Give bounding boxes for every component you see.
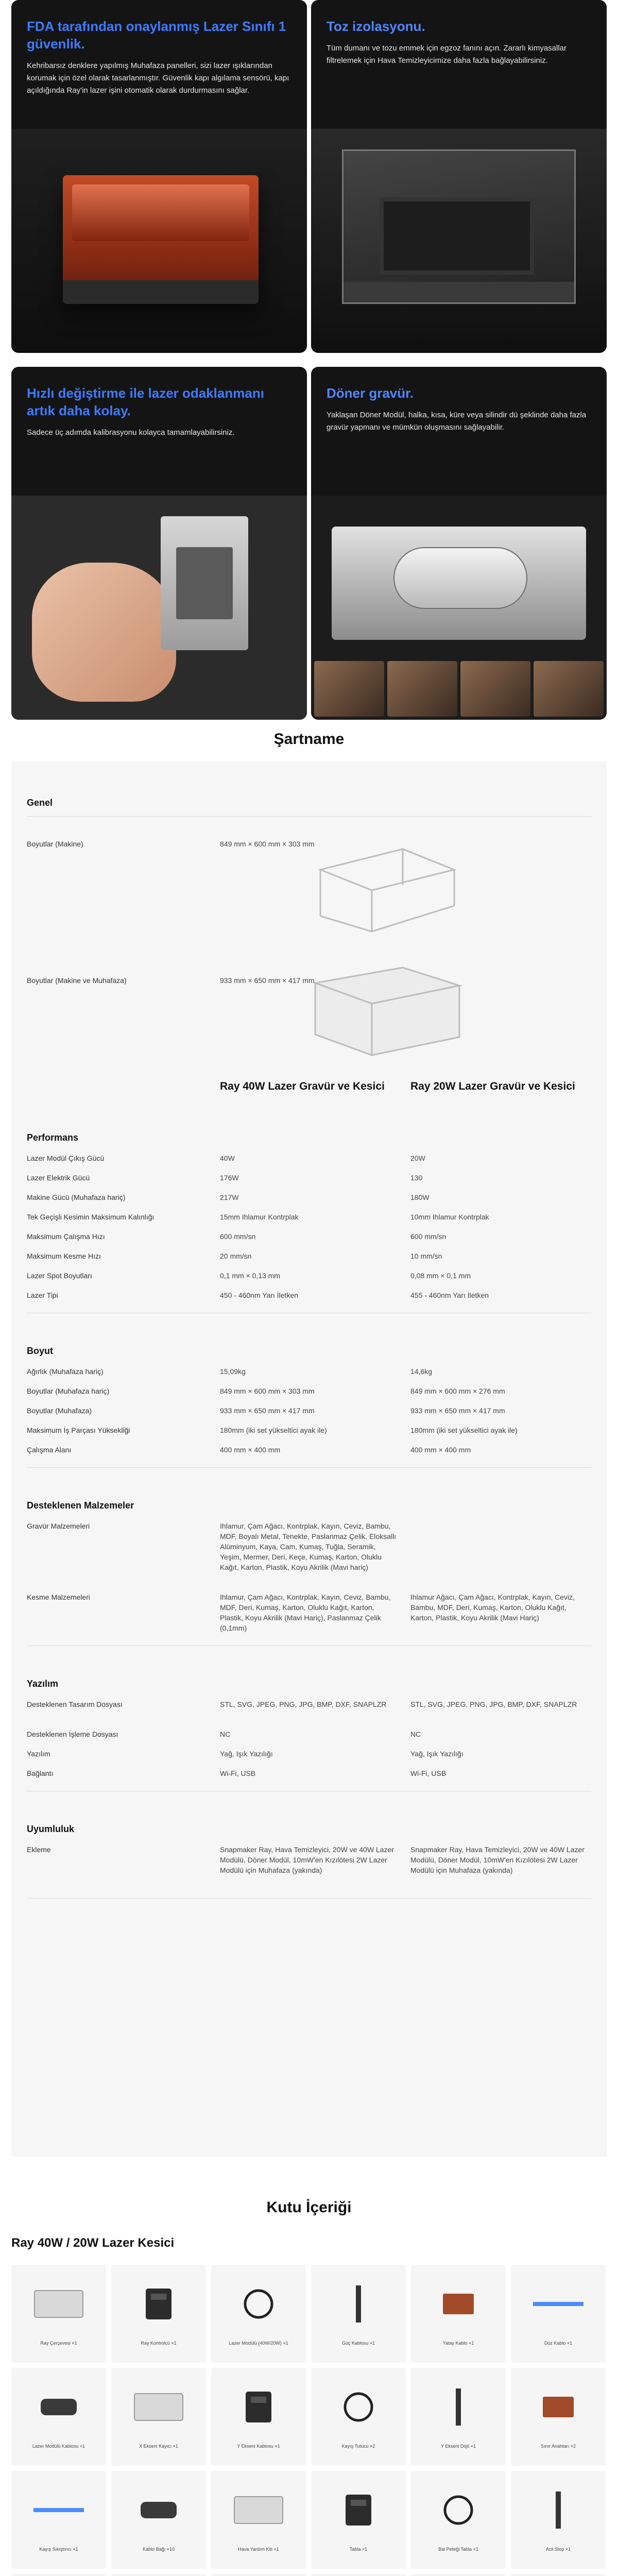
spec-value: 217W bbox=[220, 1193, 239, 1201]
box-item-image bbox=[527, 2278, 589, 2330]
spec-value: 40W bbox=[220, 1154, 235, 1162]
spec-value: Wi-Fi, USB bbox=[410, 1769, 447, 1777]
box-item-image bbox=[328, 2381, 389, 2433]
spec-value: 450 - 460nm Yarı İletken bbox=[220, 1291, 299, 1299]
box-item-label: Ray Çerçevesi ×1 bbox=[40, 2341, 77, 2346]
spec-value: STL, SVG, JPEG, PNG, JPG, BMP, DXF, SNAPLZR bbox=[220, 1700, 387, 1708]
feature-card-laser-safety bbox=[11, 0, 307, 353]
box-item bbox=[211, 2471, 306, 2569]
spec-label: Çalışma Alanı bbox=[27, 1446, 72, 1454]
spec-value: 10 mm/sn bbox=[410, 1252, 442, 1260]
box-item bbox=[411, 2471, 506, 2569]
spec-label: Yazılım bbox=[27, 1750, 50, 1758]
spec-value: 400 mm × 400 mm bbox=[410, 1446, 471, 1454]
spec-label: Boyutlar (Muhafaza) bbox=[27, 1406, 92, 1415]
box-item-image bbox=[527, 2484, 589, 2536]
box-item-image bbox=[427, 2381, 489, 2433]
spec-value: 20W bbox=[410, 1154, 425, 1162]
enclosure-drawing bbox=[300, 957, 470, 1060]
feature-card-quick-swap bbox=[11, 367, 307, 720]
box-item-image bbox=[28, 2278, 90, 2330]
box-item-label: Düz Kablo ×1 bbox=[544, 2341, 573, 2346]
enclosure-image bbox=[311, 129, 607, 353]
box-item bbox=[11, 2265, 106, 2363]
spec-value: Ihlamur, Çam Ağacı, Kontrplak, Kayın, Ceviz, Bambu, MDF, Deri, Kumaş, Karton, Oluklu Kağıt, Karton, Plastik, Koyu Akrilik (Mavi Hariç), Paslanmaz Çelik (0,1mm) bbox=[220, 1593, 391, 1632]
spec-value: 849 mm × 600 mm × 303 mm bbox=[220, 840, 315, 848]
spec-value: 933 mm × 650 mm × 417 mm bbox=[220, 976, 315, 985]
box-item bbox=[211, 2574, 306, 2576]
spec-col2-title: Ray 20W Lazer Gravür ve Kesici bbox=[410, 1080, 575, 1092]
spec-value: 0,1 mm × 0,13 mm bbox=[220, 1272, 281, 1280]
spec-heading-general: Genel bbox=[27, 798, 53, 808]
spec-value: 600 mm/sn bbox=[410, 1232, 447, 1241]
box-item-label: Hava Yardım Kiti ×1 bbox=[238, 2547, 279, 2552]
spec-label: Tek Geçişli Kesimin Maksimum Kalınlığı bbox=[27, 1213, 154, 1221]
spec-value: 933 mm × 650 mm × 417 mm bbox=[410, 1406, 505, 1415]
spec-value: 455 - 460nm Yarı İletken bbox=[410, 1291, 489, 1299]
box-item-label: Yatay Kablo ×1 bbox=[442, 2341, 474, 2346]
box-item-label: Y Ekseni Kablosu ×1 bbox=[237, 2444, 280, 2449]
box-item bbox=[11, 2574, 106, 2576]
box-item bbox=[411, 2574, 506, 2576]
spec-value: 176W bbox=[220, 1174, 239, 1182]
spec-value: 10mm Ihlamur Kontrplak bbox=[410, 1213, 489, 1221]
box-item-label: Lazer Modülü (40W/20W) ×1 bbox=[229, 2341, 288, 2346]
spec-value: 15,09kg bbox=[220, 1367, 246, 1376]
box-item-image bbox=[328, 2278, 389, 2330]
machine-frame-drawing bbox=[300, 839, 465, 942]
spec-label: Ekleme bbox=[27, 1845, 51, 1854]
box-item-image bbox=[28, 2381, 90, 2433]
spec-label: Lazer Modül Çıkış Gücü bbox=[27, 1154, 105, 1162]
box-item bbox=[111, 2471, 206, 2569]
spec-value: 180W bbox=[410, 1193, 430, 1201]
feature-title: Toz izolasyonu. bbox=[327, 19, 425, 34]
spec-value: NC bbox=[410, 1730, 421, 1738]
spec-value: 400 mm × 400 mm bbox=[220, 1446, 281, 1454]
spec-label: Bağlantı bbox=[27, 1769, 54, 1777]
spec-label: Desteklenen İşleme Dosyası bbox=[27, 1730, 118, 1738]
spec-value: Yağ, Işık Yazılığı bbox=[220, 1750, 273, 1758]
box-item bbox=[11, 2368, 106, 2466]
spec-heading: Uyumluluk bbox=[27, 1824, 75, 1834]
spec-title: Şartname bbox=[273, 731, 345, 748]
spec-value: 130 bbox=[410, 1174, 423, 1182]
feature-card-rotary bbox=[311, 367, 607, 720]
feature-body: Kehribarsız denklere yapılmış Muhafaza panelleri, sizi lazer ışıklarından korumak için özel olarak tasarlanmıştır. Güvenlik kapı algılama sensörü, kapı açıldığında Ray'in lazer işini otomatik olarak durdurmasını sağlar. bbox=[27, 61, 289, 95]
feature-title: Döner gravür. bbox=[327, 385, 414, 401]
module-swap-image bbox=[11, 496, 307, 720]
box-item-image bbox=[128, 2381, 190, 2433]
spec-label: Lazer Elektrik Gücü bbox=[27, 1174, 90, 1182]
box-item-image bbox=[427, 2484, 489, 2536]
feature-cards bbox=[0, 0, 618, 726]
box-item-label: Lazer Modülü Kablosu ×1 bbox=[32, 2444, 85, 2449]
box-item bbox=[111, 2574, 206, 2576]
box-item-label: Ray Kontrolcü ×1 bbox=[141, 2341, 177, 2346]
box-item-label: Kablo Bağı ×10 bbox=[143, 2547, 175, 2552]
spec-value: Snapmaker Ray, Hava Temizleyici, 20W ve 40W Lazer Modülü, Döner Modül, 10mW'en Kızılötesi 2W Lazer Modülü için Muhafaza (yakında) bbox=[410, 1845, 585, 1874]
box-item-label: Kayış Sıkıştırıcı ×1 bbox=[39, 2547, 78, 2552]
box-item-label: Bal Peteği Tabla ×1 bbox=[438, 2547, 478, 2552]
spec-heading: Performans bbox=[27, 1132, 79, 1143]
spec-label: Maksimum İş Parçası Yüksekliği bbox=[27, 1426, 130, 1434]
box-group-title: Ray 40W / 20W Lazer Kesici bbox=[11, 2236, 175, 2250]
box-item bbox=[11, 2471, 106, 2569]
spec-label: Kesme Malzemeleri bbox=[27, 1593, 90, 1601]
feature-body: Sadece üç adımda kalibrasyonu kolayca tamamlayabilirsiniz. bbox=[27, 428, 235, 437]
spec-value: 180mm (iki set yükseltici ayak ile) bbox=[410, 1426, 518, 1434]
spec-value: 180mm (iki set yükseltici ayak ile) bbox=[220, 1426, 327, 1434]
feature-body: Tüm dumanı ve tozu emmek için egzoz fanını açın. Zararlı kimyasallar filtrelemek için Hava Temizleyicimize daha fazla bağlayabilirsiniz. bbox=[327, 44, 567, 65]
box-item-label: Güç Kablosu ×1 bbox=[341, 2341, 375, 2346]
spec-label: Maksimum Çalışma Hızı bbox=[27, 1232, 105, 1241]
spec-label: Desteklenen Tasarım Dosyası bbox=[27, 1700, 123, 1708]
box-item bbox=[311, 2471, 406, 2569]
box-item-image bbox=[128, 2278, 190, 2330]
spec-label: Boyutlar (Makine ve Muhafaza) bbox=[27, 976, 127, 985]
spec-value: 849 mm × 600 mm × 276 mm bbox=[410, 1387, 505, 1395]
spec-value: 15mm Ihlamur Kontrplak bbox=[220, 1213, 299, 1221]
spec-label: Boyutlar (Makine) bbox=[27, 840, 83, 848]
spec-panel bbox=[11, 761, 607, 2157]
box-item-image bbox=[228, 2381, 289, 2433]
spec-heading: Desteklenen Malzemeler bbox=[27, 1500, 134, 1511]
box-item bbox=[511, 2574, 606, 2576]
box-item bbox=[511, 2368, 606, 2466]
box-item-label: Tabla ×1 bbox=[349, 2547, 368, 2552]
box-item-image bbox=[228, 2278, 289, 2330]
box-item bbox=[311, 2265, 406, 2363]
box-title: Kutu İçeriği bbox=[266, 2199, 352, 2216]
spec-label: Boyutlar (Muhafaza hariç) bbox=[27, 1387, 110, 1395]
box-item-label: Y Ekseni Dişli ×1 bbox=[441, 2444, 476, 2449]
box-item-image bbox=[527, 2381, 589, 2433]
box-item-image bbox=[128, 2484, 190, 2536]
spec-heading: Boyut bbox=[27, 1346, 53, 1356]
box-item-image bbox=[427, 2278, 489, 2330]
spec-value: 849 mm × 600 mm × 303 mm bbox=[220, 1387, 315, 1395]
spec-label: Gravür Malzemeleri bbox=[27, 1522, 90, 1530]
spec-value: Yağ, Işık Yazılığı bbox=[410, 1750, 464, 1758]
box-item bbox=[211, 2265, 306, 2363]
spec-value: STL, SVG, JPEG, PNG, JPG, BMP, DXF, SNAPLZR bbox=[410, 1700, 577, 1708]
box-item-label: Acil Stop ×1 bbox=[545, 2547, 571, 2552]
feature-card-dust-isolation bbox=[311, 0, 607, 353]
box-item bbox=[111, 2265, 206, 2363]
box-item-image bbox=[28, 2484, 90, 2536]
box-item-image bbox=[228, 2484, 289, 2536]
feature-title: Hızlı değiştirme ile lazer odaklanmanı artık daha kolay. bbox=[27, 385, 264, 418]
spec-label: Lazer Spot Boyutları bbox=[27, 1272, 92, 1280]
box-item bbox=[511, 2265, 606, 2363]
box-item-label: Kayış Tutucu ×2 bbox=[341, 2444, 375, 2449]
rotary-module-image bbox=[311, 496, 607, 720]
laser-machine-image bbox=[11, 129, 307, 353]
feature-body: Yaklaşan Döner Modül, halka, kısa, küre veya silindir dü şeklinde daha fazla gravür yapmanı ve mümkün oluşmasını sağlayabilir. bbox=[327, 411, 587, 432]
spec-value: Wi-Fi, USB bbox=[220, 1769, 256, 1777]
spec-col1-title: Ray 40W Lazer Gravür ve Kesici bbox=[220, 1080, 385, 1092]
box-item bbox=[111, 2368, 206, 2466]
spec-value: NC bbox=[220, 1730, 231, 1738]
spec-value: 20 mm/sn bbox=[220, 1252, 252, 1260]
spec-value: 933 mm × 650 mm × 417 mm bbox=[220, 1406, 315, 1415]
box-item bbox=[411, 2265, 506, 2363]
spec-label: Ağırlık (Muhafaza hariç) bbox=[27, 1367, 104, 1376]
feature-title: FDA tarafından onaylanmış Lazer Sınıfı 1 güvenlik. bbox=[27, 19, 286, 52]
box-item-image bbox=[328, 2484, 389, 2536]
spec-value: 600 mm/sn bbox=[220, 1232, 256, 1241]
box-item bbox=[511, 2471, 606, 2569]
box-item bbox=[211, 2368, 306, 2466]
box-item-label: Sınır Anahtarı ×2 bbox=[541, 2444, 576, 2449]
spec-label: Maksimum Kesme Hızı bbox=[27, 1252, 101, 1260]
box-item-label: X Ekseni Kayıcı ×1 bbox=[139, 2444, 178, 2449]
box-item bbox=[311, 2368, 406, 2466]
spec-value: Ihlamur, Çam Ağacı, Kontrplak, Kayın, Ceviz, Bambu, MDF, Boyalı Metal, Tenekte, Paslanmaz Çelik, Eloksallı Alüminyum, Kaya, Cam, Kumaş, Tuğla, Seramik, Yeşim, Mermer, Deri, Keçe, Kumaş, Karton, Oluklu Kağıt, Karton, Plastik, Koyu Akrilik (Mavi hariç) bbox=[220, 1522, 397, 1571]
spec-heading: Yazılım bbox=[27, 1679, 59, 1689]
spec-label: Lazer Tipi bbox=[27, 1291, 58, 1299]
box-item bbox=[411, 2368, 506, 2466]
spec-label: Makine Gücü (Muhafaza hariç) bbox=[27, 1193, 126, 1201]
box-item bbox=[311, 2574, 406, 2576]
spec-value: Snapmaker Ray, Hava Temizleyici, 20W ve 40W Lazer Modülü, Döner Modül, 10mW'en Kızılötesi 2W Lazer Modülü için Muhafaza (yakında) bbox=[220, 1845, 394, 1874]
spec-value: 14,6kg bbox=[410, 1367, 433, 1376]
spec-value: 0,08 mm × 0,1 mm bbox=[410, 1272, 471, 1280]
spec-value: Ihlamur Ağacı, Çam Ağacı, Kontrplak, Kayın, Ceviz, Bambu, MDF, Deri, Kumaş, Karton, Oluklu Kağıt, Karton, Plastik, Koyu Akrilik (Mavi Hariç) bbox=[410, 1593, 575, 1622]
